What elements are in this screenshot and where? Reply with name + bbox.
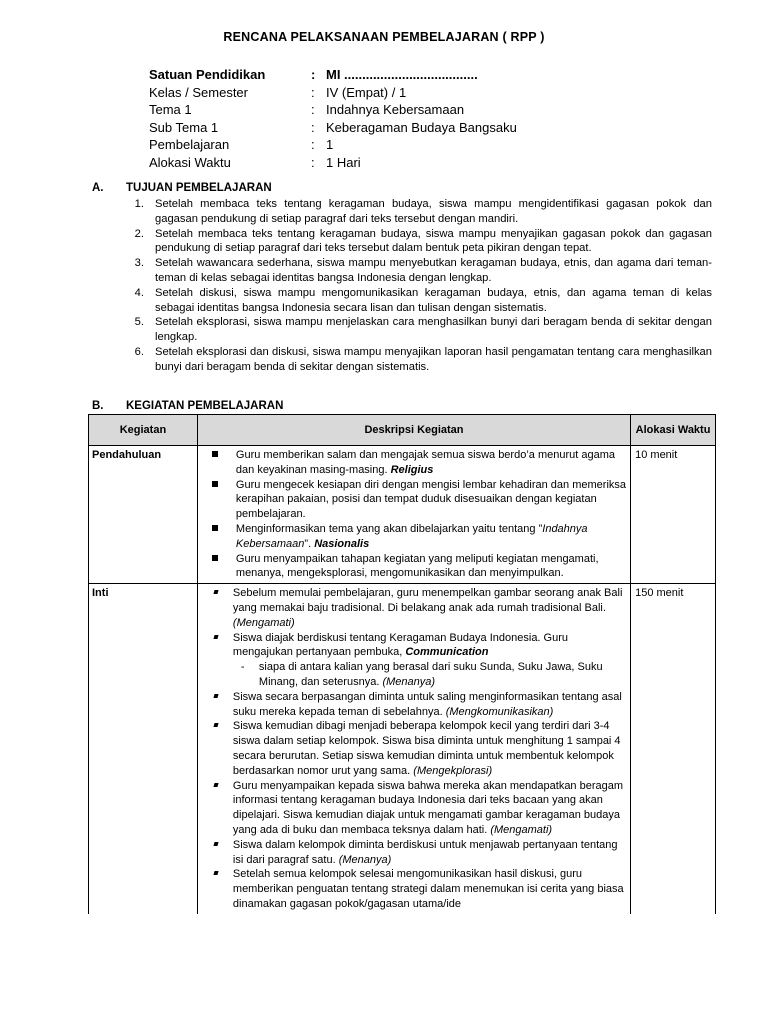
goal-item: 3. Setelah wawancara sederhana, siswa mampu menyebutkan keragaman budaya, etnis, dan agama dari teman-teman di kelas sebagai identitas bangsa Indonesia dengan lengkap. [134, 257, 712, 284]
section-a-heading: A. TUJUAN PEMBELAJARAN [92, 182, 272, 194]
bullet-icon [213, 590, 218, 594]
bullet-icon [212, 525, 218, 531]
phase-name: Inti [89, 584, 198, 914]
info-row: Kelas / Semester : IV (Empat) / 1 [149, 84, 407, 100]
phase-name: Pendahuluan [89, 446, 198, 584]
phase-description [197, 446, 630, 584]
bullet-icon [212, 555, 218, 561]
bullet-icon [213, 783, 218, 787]
document-title: RENCANA PELAKSANAAN PEMBELAJARAN ( RPP ) [223, 30, 545, 44]
bullet-icon [213, 694, 218, 698]
bullet-icon [213, 842, 218, 846]
goal-item: 6. Setelah eksplorasi dan diskusi, siswa mampu menyajikan laporan hasil pengamatan tentang cara menghasilkan bunyi dari beragam benda di sekitar dengan sistematis. [134, 345, 712, 373]
activities-table [88, 414, 716, 914]
phase-time: 150 menit [631, 584, 716, 914]
header-deskripsi: Deskripsi Kegiatan [197, 415, 630, 446]
bullet-icon [213, 871, 218, 875]
sub-item: - siapa di antara kalian yang berasal dari suku Sunda, Suku Jawa, Suku Minang, dan seterusnya. (Menanya) [240, 661, 603, 688]
list-item: Siswa dalam kelompok diminta berdiskusi untuk menjawab pertanyaan tentang isi dari paragraf satu. (Menanya) [204, 838, 626, 868]
info-row: Sub Tema 1 : Keberagaman Budaya Bangsaku [149, 119, 517, 135]
bullet-icon [212, 481, 218, 487]
list-item: Guru menyampaikan tahapan kegiatan yang meliputi kegiatan mengamati, menanya, mengeksplorasi, mengomunikasikan dan menyimpulkan. [204, 552, 626, 582]
phase-description [197, 584, 630, 914]
list-item: Guru mengecek kesiapan diri dengan mengisi lembar kehadiran dan memeriksa kerapihan pakaian, posisi dan tempat duduk disesuaikan dengan kegiatan pembelajaran. [204, 478, 626, 522]
bullet-icon [213, 723, 218, 727]
list-item: Sebelum memulai pembelajaran, guru menempelkan gambar seorang anak Bali yang memakai baju tradisional. Di belakang anak ada rumah tradisional Bali. (Mengamati) [204, 586, 626, 630]
learning-goals-list [128, 197, 712, 375]
goal-item: 1. Setelah membaca teks tentang keragaman budaya, siswa mampu mengidentifikasi gagasan pokok dan gagasan pendukung di setiap paragraf dari teks tersebut dengan mandiri. [134, 198, 712, 225]
activity-list [204, 448, 626, 581]
list-item: Guru menyampaikan kepada siswa bahwa mereka akan mendapatkan beragam informasi tentang keragaman budaya Indonesia dari teks bacaan yang akan dipelajari. Siswa kemudian diajak untuk mengamati gambar keragaman budaya yang ada di buku dan membaca teksnya dalam hati. (Mengamati) [204, 779, 626, 838]
phase-time: 10 menit [631, 446, 716, 584]
goal-item: 2. Setelah membaca teks tentang keragaman budaya, siswa mampu menyajikan gagasan pokok dan gagasan pendukung di setiap paragraf dari teks tersebut dalam bentuk peta pikiran dengan tepat. [134, 227, 712, 255]
bullet-icon [213, 635, 218, 639]
list-item: Guru memberikan salam dan mengajak semua siswa berdo’a menurut agama dan keyakinan masing-masing. Religius [204, 448, 626, 478]
table-row [89, 584, 716, 914]
header-alokasi: Alokasi Waktu [631, 415, 716, 446]
list-item: Siswa secara berpasangan diminta untuk saling menginformasikan tentang asal suku mereka kepada teman di sebelahnya. (Mengkomunikasikan) [204, 690, 626, 720]
info-row: Tema 1 : Indahnya Kebersamaan [149, 102, 465, 117]
section-b-heading: B. KEGIATAN PEMBELAJARAN [92, 400, 284, 412]
table-row [89, 446, 716, 584]
table-header-row [89, 415, 716, 446]
list-item: Siswa diajak berdiskusi tentang Keragaman Budaya Indonesia. Guru mengajukan pertanyaan pembuka, Communication - siapa di antara kalian yang berasal dari suku Sunda, Suku Jawa, Suku Minang, dan seterusnya. (Menanya) [204, 631, 626, 690]
info-row: Satuan Pendidikan : MI ..................................... [149, 67, 478, 82]
goal-item: 4. Setelah diskusi, siswa mampu mengomunikasikan keragaman budaya, etnis, dan agama teman di kelas sebagai identitas bangsa Indonesia secara lisan dan tulisan dengan sistematis. [134, 286, 712, 314]
info-row: Alokasi Waktu : 1 Hari [149, 154, 361, 170]
list-item: Menginformasikan tema yang akan dibelajarkan yaitu tentang ”Indahnya Kebersamaan”. Nasionalis [204, 522, 626, 552]
bullet-icon [212, 451, 218, 457]
list-item: Siswa kemudian dibagi menjadi beberapa kelompok kecil yang terdiri dari 3-4 siswa dalam setiap kelompok. Siswa bisa diminta untuk menghitung 1 sampai 4 secara berurutan. Setiap siswa kemudian diminta untuk membentuk kelompok berdasarkan nomor urut yang sama. (Mengekplorasi) [204, 719, 626, 778]
header-kegiatan: Kegiatan [89, 415, 198, 446]
identity-block [149, 66, 517, 171]
list-item: Setelah semua kelompok selesai mengomunikasikan hasil diskusi, guru memberikan penguatan tentang strategi dalam menemukan isi cerita yang biasa dinamakan gagasan pokok/gagasan utama/ide [204, 867, 626, 911]
info-row: Pembelajaran : 1 [149, 137, 334, 152]
activity-list [204, 586, 626, 912]
goal-item: 5. Setelah eksplorasi, siswa mampu menjelaskan cara menghasilkan bunyi dari beragam benda di sekitar dengan lengkap. [134, 316, 712, 344]
